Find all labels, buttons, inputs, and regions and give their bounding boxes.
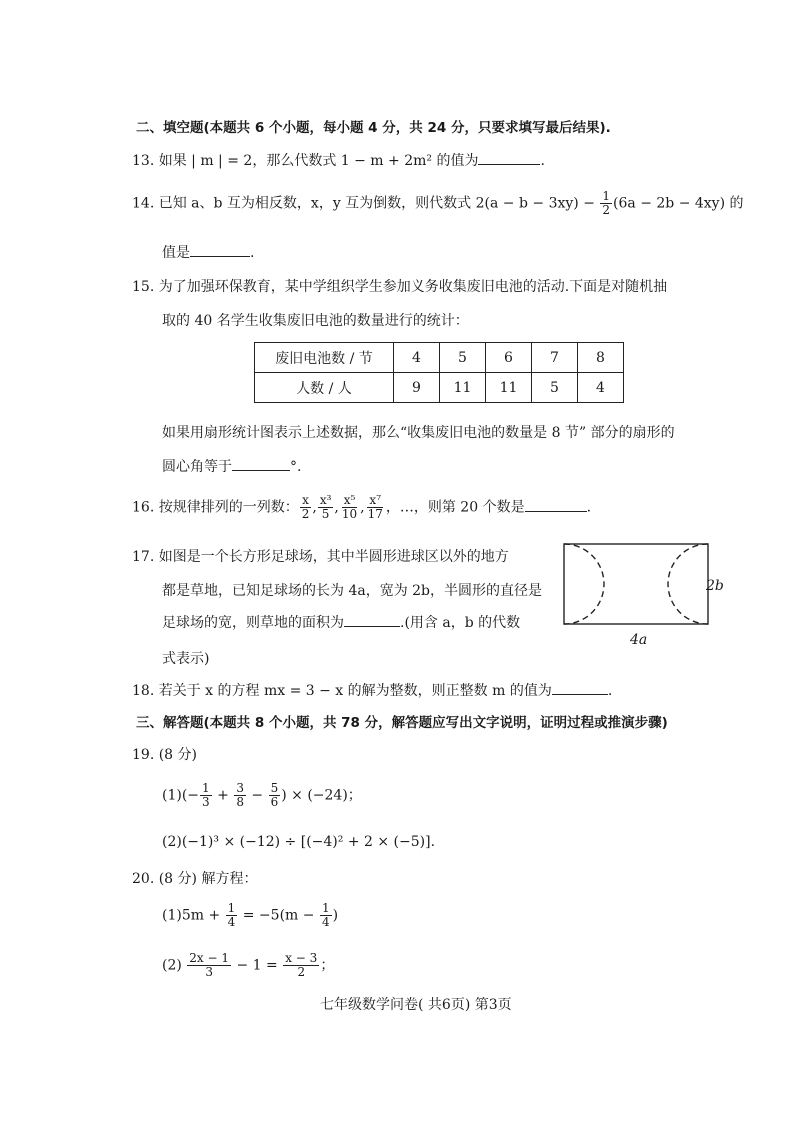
table-header-batteries: 废旧电池数 / 节: [255, 343, 394, 373]
fraction: $\frac{2x - 1}{3}$: [189, 951, 230, 979]
question-13: 13. 如果 | m | = 2，那么代数式 1 − m + 2m² 的值为 .: [132, 153, 545, 169]
fraction: $\frac{1}{2}$: [602, 189, 611, 217]
question-text: 如图是一个长方形足球场，其中半圆形进球区以外的地方: [158, 549, 509, 565]
left-goal-semicircle: [564, 544, 604, 624]
answer-blank[interactable]: [525, 499, 587, 512]
field-rectangle: [564, 544, 708, 624]
table-cell: 4: [578, 373, 624, 403]
right-goal-semicircle: [668, 544, 708, 624]
question-text: 已知 a、b 互为相反数，x，y 互为倒数，则代数式 2(a − b − 3xy) −: [158, 195, 595, 212]
table-cell: 5: [532, 373, 578, 403]
table-cell: 4: [394, 343, 440, 373]
answer-blank[interactable]: [552, 682, 608, 695]
question-20-part2: (2) $\frac{2x - 1}{3}$ − 1 = $\frac{x - 3}{2}$ ；: [162, 951, 335, 979]
fraction: $\frac{x - 3}{2}$: [285, 951, 318, 979]
fraction: $\frac{x}{2}$: [301, 493, 310, 521]
table-row: [255, 373, 624, 403]
table-cell: 11: [440, 373, 486, 403]
table-row: [255, 343, 624, 373]
question-20-part1: (1)5m + $\frac{1}{4}$ = −5(m − $\frac{1}{4}$ ): [162, 901, 339, 929]
fraction: $\frac{1}{3}$: [202, 781, 210, 809]
answer-blank[interactable]: [190, 244, 250, 257]
table-cell: 9: [394, 373, 440, 403]
answer-blank[interactable]: [478, 152, 540, 165]
question-text: 按规律排列的一列数：: [158, 499, 299, 516]
question-19-title: 19. (8 分): [132, 747, 197, 763]
fraction: $\frac{5}{6}$: [270, 781, 279, 809]
fraction: $\frac{3}{8}$: [236, 781, 244, 809]
question-14-line2: 值是 .: [162, 245, 255, 261]
fraction: $\frac{\text{x³}}{5}$: [319, 493, 332, 521]
question-19-part1: (1)(− $\frac{1}{3}$ + $\frac{3}{8}$ − $\frac{5}{6}$ ) × (−24)；: [162, 781, 362, 809]
table-header-people: 人数 / 人: [255, 373, 394, 403]
question-20-title: 20. (8 分) 解方程：: [132, 871, 258, 887]
question-text: 如果 | m | = 2，那么代数式 1 − m + 2m² 的值为: [158, 153, 479, 169]
question-text: 若关于 x 的方程 mx = 3 − x 的解为整数，则正整数 m 的值为: [158, 683, 552, 699]
length-label: 4a: [630, 632, 648, 648]
question-number: 14.: [132, 195, 155, 212]
question-16: 16. 按规律排列的一列数： $\frac{x}{2}$ , $\frac{\text{x³}}{5}$ , $\frac{\text{x⁵}}{10}$ , $\frac{\text{x⁷}}{17}$ ，…，则第 20 个数是 .: [132, 493, 592, 521]
table-cell: 5: [440, 343, 486, 373]
question-number: 16.: [132, 499, 155, 516]
fill-section-heading: 二、填空题(本题共 6 个小题，每小题 4 分，共 24 分，只要求填写最后结果).: [136, 120, 611, 136]
question-14: 14. 已知 a、b 互为相反数，x，y 互为倒数，则代数式 2(a − b − 3xy) − $\frac{1}{2}$ (6a − 2b − 4xy) 的: [132, 189, 744, 217]
question-15: [132, 276, 667, 296]
answer-blank[interactable]: [232, 458, 290, 471]
table-cell: 6: [486, 343, 532, 373]
question-18: 18. 若关于 x 的方程 mx = 3 − x 的解为整数，则正整数 m 的值为 .: [132, 683, 613, 699]
question-number: 18.: [132, 683, 155, 699]
question-number: 15.: [132, 279, 155, 295]
fraction: $\frac{\text{x⁵}}{10}$: [341, 493, 358, 521]
fraction: $\frac{\text{x⁷}}{17}$: [367, 493, 383, 521]
table-cell: 11: [486, 373, 532, 403]
question-number: 13.: [132, 153, 155, 169]
question-15-line4: 圆心角等于 °.: [162, 459, 302, 475]
table-cell: 7: [532, 343, 578, 373]
fraction: $\frac{1}{4}$: [321, 901, 330, 929]
question-15-line3: 如果用扇形统计图表示上述数据，那么“收集废旧电池的数量是 8 节” 部分的扇形的: [162, 425, 675, 441]
question-17-line2: 都是草地，已知足球场的长为 4a，宽为 2b，半圆形的直径是: [162, 583, 543, 599]
answer-section-heading: 三、解答题(本题共 8 个小题，共 78 分，解答题应写出文字说明，证明过程或推演步骤): [136, 715, 668, 731]
width-label: 2b: [706, 578, 724, 594]
question-17-line4: 式表示): [162, 651, 210, 667]
football-field-figure: [560, 540, 730, 654]
page-footer: 七年级数学问卷( 共6页) 第3页: [320, 997, 512, 1013]
answer-blank[interactable]: [344, 614, 400, 627]
question-text: 为了加强环保教育，某中学组织学生参加义务收集废旧电池的活动.下面是对随机抽: [158, 279, 668, 295]
question-number: 17.: [132, 549, 155, 565]
question-19-part2: (2)(−1)³ × (−12) ÷ [(−4)² + 2 × (−5)].: [162, 834, 436, 850]
question-15-line2: 取的 40 名学生收集废旧电池的数量进行的统计：: [162, 313, 469, 329]
fraction: $\frac{1}{4}$: [227, 901, 236, 929]
question-17: [132, 546, 509, 566]
question-17-line3: 足球场的宽，则草地的面积为 .(用含 a，b 的代数: [162, 615, 521, 631]
battery-stats-table: [254, 342, 624, 403]
table-cell: 8: [578, 343, 624, 373]
